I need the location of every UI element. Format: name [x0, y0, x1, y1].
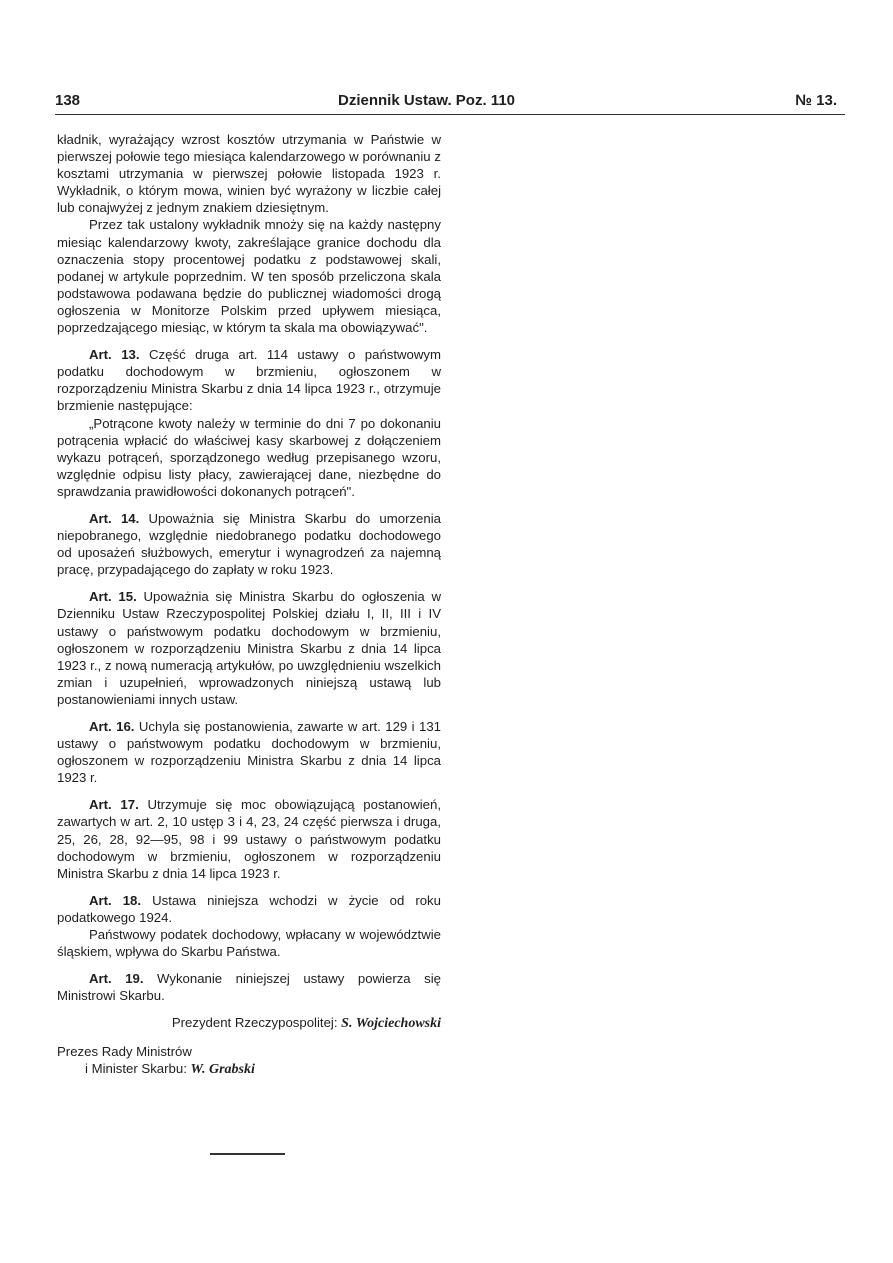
minister-signature [57, 1060, 441, 1078]
president-signature [57, 1014, 441, 1032]
article-label: Art. 18. [89, 892, 142, 908]
article-label: Art. 16. [89, 719, 135, 734]
article-label: Art. 13. [89, 347, 140, 363]
president-name: S. Wojciechowski [341, 1016, 441, 1032]
page-number: 138 [55, 92, 81, 109]
article-text: Upoważnia się Ministra Skarbu do umorzenia niepobranego, względnie niedobranego podatku dochodowego od uposażeń służbowych, emerytur i wynagrodzeń za najemną pracę, przypadającego do zapłaty w roku 1923. [57, 510, 441, 578]
minister-title: i Minister Skarbu: [85, 1060, 187, 1076]
article-13-quote: „Potrącone kwoty należy w terminie do dni 7 po dokonaniu potrącenia wpłacić do właściwej kasy skarbowej z dołączeniem wykazu potrąceń, sporządzonego według przepisanego wzoru, względnie odpisu listy płacy, zawierającej dane, niezbędne do sprawdzania prawidłowości dokonanych potrąceń". [57, 415, 441, 499]
article-label: Art. 14. [89, 510, 140, 526]
minister-name: W. Grabski [190, 1061, 255, 1077]
article-text: Upoważnia się Ministra Skarbu do ogłoszenia w Dzienniku Ustaw Rzeczypospolitej Polskiej działu I, II, III i IV ustawy o państwowym podatku dochodowym w brzmieniu, ogłoszonem w rozporządzeniu Ministra Skarbu z dnia 14 lipca 1923 r., z nową numeracją artykułów, po uwzględnieniu wszelkich zmian i uzupełnień, wprowadzonych niniejszą ustawą lub postanowieniami innych ustaw. [57, 589, 441, 707]
article-label: Art. 15. [89, 589, 137, 605]
article-text: Wykonanie niniejszej ustawy powierza się Ministrowi Skarbu. [57, 971, 441, 1004]
issue-number: № 13. [795, 92, 837, 109]
article-text: Utrzymuje się moc obowiązującą postanowień, zawartych w art. 2, 10 ustęp 3 i 4, 23, 24 część pierwsza i druga, 25, 26, 28, 92—95, 98 i 99 ustawy o państwowym podatku dochodowym w brzmieniu, ogłoszonem w rozporządzeniu Ministra Skarbu z dnia 14 lipca 1923 r. [57, 797, 441, 881]
article-text: Uchyla się postanowienia, zawarte w art. 129 i 131 ustawy o państwowym podatku dochodowym w brzmieniu, ogłoszonem w rozporządzeniu Ministra Skarbu z dnia 14 lipca 1923 r. [57, 719, 441, 786]
article-label: Art. 17. [89, 797, 139, 813]
article-text: Ustawa niniejsza wchodzi w życie od roku podatkowego 1924. [57, 892, 441, 925]
article-17 [57, 796, 441, 881]
president-title: Prezydent Rzeczypospolitej: [171, 1015, 338, 1031]
article-16 [57, 718, 441, 786]
article-text: Część druga art. 114 ustawy o państwowym podatku dochodowym w brzmieniu, ogłoszonem w rozporządzeniu Ministra Skarbu z dnia 14 lipca 1923 r., otrzymuje brzmienie następujące: [57, 347, 441, 414]
article-14 [57, 510, 441, 578]
journal-title: Dziennik Ustaw. Poz. 110 [338, 92, 516, 109]
text-column [57, 131, 441, 1078]
page-header [55, 92, 845, 115]
article-label: Art. 19. [89, 971, 144, 987]
article-18 [57, 892, 441, 926]
article-18-paragraph-2: Państwowy podatek dochodowy, wpłacany w województwie śląskiem, wpływa do Skarbu Państwa. [57, 927, 441, 960]
closing-rule [210, 1153, 285, 1155]
article-19 [57, 970, 441, 1004]
prime-minister-title: Prezes Rady Ministrów [57, 1043, 192, 1059]
paragraph-continued: kładnik, wyrażający wzrost kosztów utrzymania w Państwie w pierwszej połowie tego miesiąca kalendarzowego w porównaniu z kosztami utrzymania w pierwszej połowie listopada 1923 r. Wykładnik, o którym mowa, winien być wyrażony w liczbie całej lub conajwyżej z jednym znakiem dziesiętnym. [57, 132, 441, 216]
article-13 [57, 346, 441, 414]
article-15 [57, 588, 441, 708]
paragraph: Przez tak ustalony wykładnik mnoży się na każdy następny miesiąc kalendarzowy kwoty, zakreślające granice dochodu dla oznaczenia stopy procentowej podatku z podstawowej skali, podanej w artykule poprzednim. W ten sposób przeliczona skala podstawowa podawana będzie do publicznej wiadomości drogą ogłoszenia w Monitorze Polskim przed upływem miesiąca, poprzedzającego miesiąc, w którym ta skala ma obowiązywać". [57, 217, 441, 336]
